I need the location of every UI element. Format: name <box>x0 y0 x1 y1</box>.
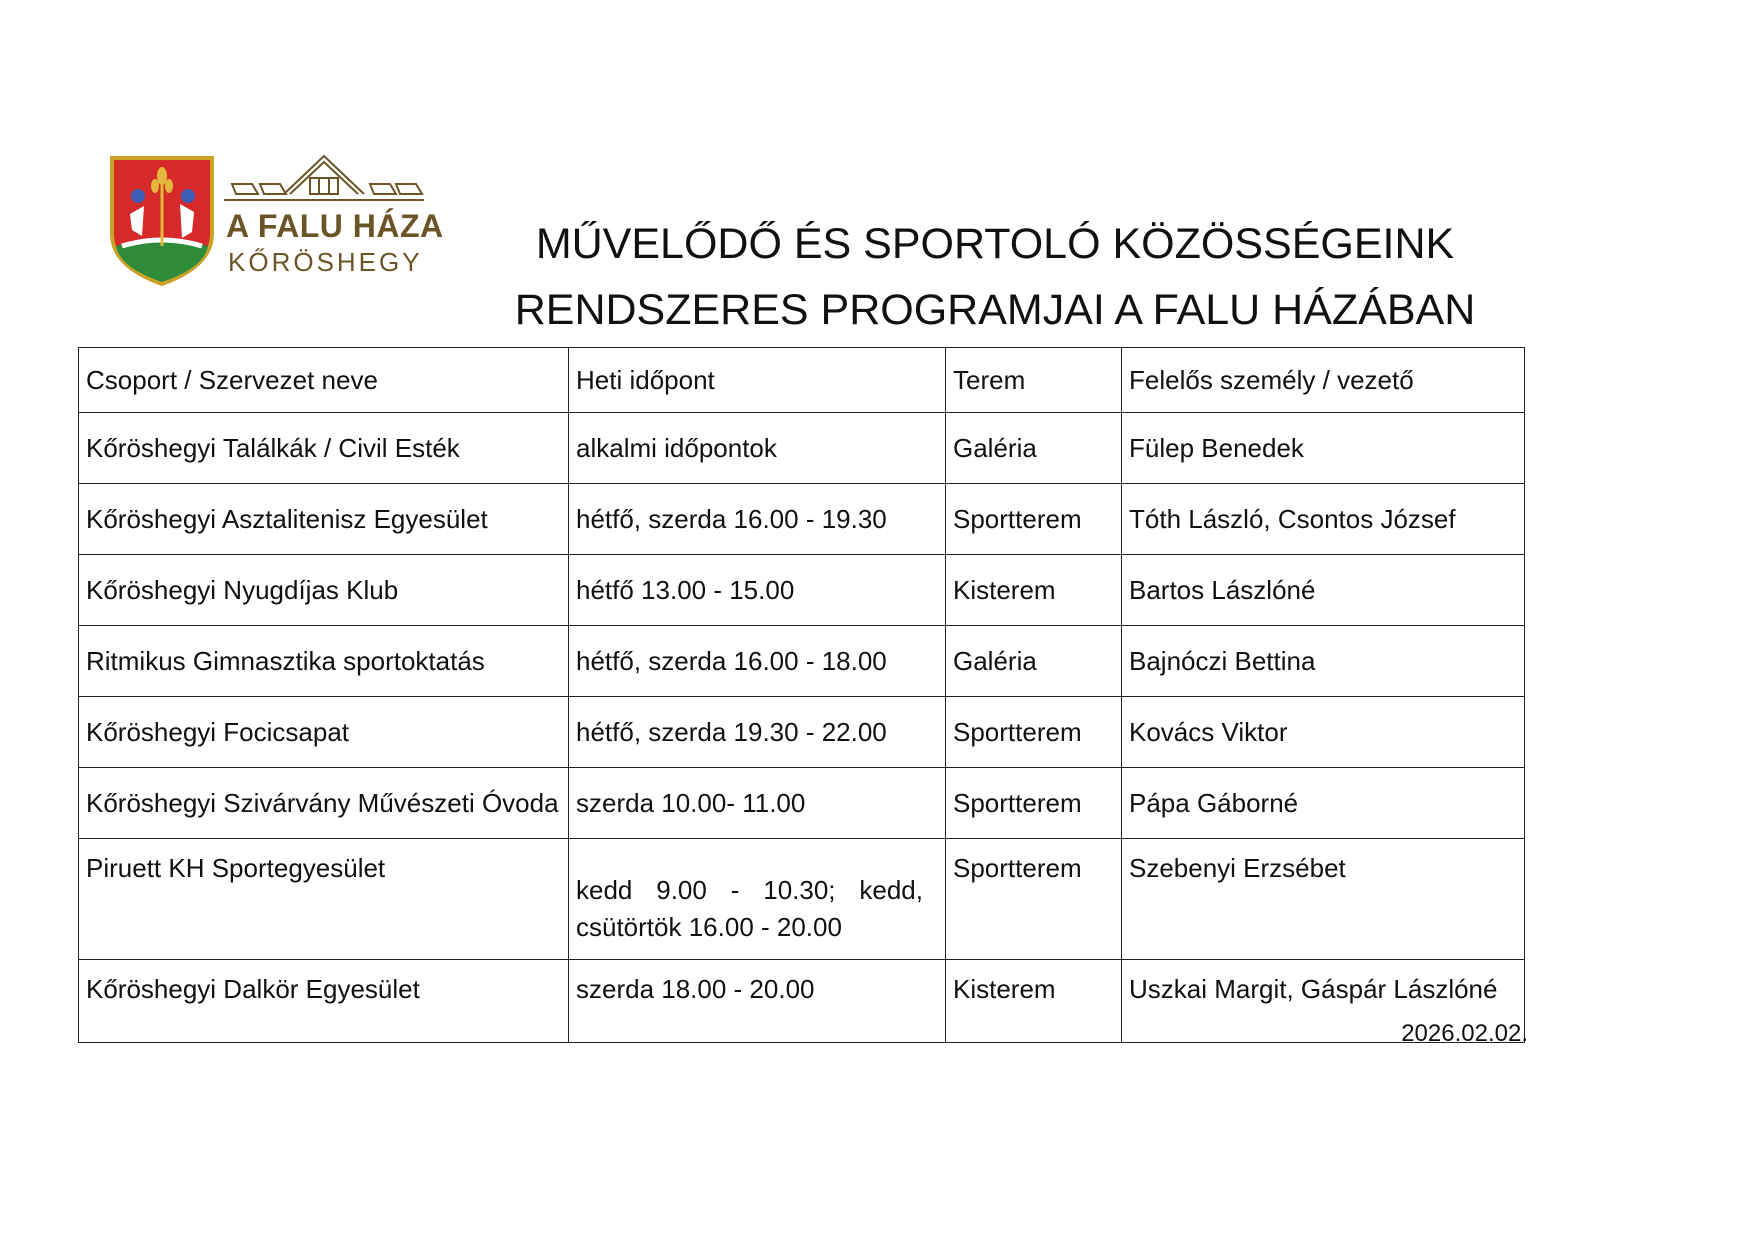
cell-group: Piruett KH Sportegyesület <box>79 839 569 960</box>
header-leader: Felelős személy / vezető <box>1122 348 1525 413</box>
cell-room: Galéria <box>946 413 1122 484</box>
cell-room: Sportterem <box>946 484 1122 555</box>
cell-time: kedd 9.00 - 10.30; kedd, csütörtök 16.00 - 20.00 <box>569 839 946 960</box>
cell-group: Kőröshegyi Focicsapat <box>79 697 569 768</box>
cell-leader: Pápa Gáborné <box>1122 768 1525 839</box>
cell-time: hétfő, szerda 16.00 - 19.30 <box>569 484 946 555</box>
cell-leader: Uszkai Margit, Gáspár Lászlóné <box>1122 960 1525 1043</box>
cell-group: Kőröshegyi Asztalitenisz Egyesület <box>79 484 569 555</box>
document-date: 2026.02.02. <box>1401 1020 1528 1047</box>
logo-title: A FALU HÁZA <box>226 208 444 244</box>
table-row <box>79 555 1525 626</box>
logo-subtitle: KŐRÖSHEGY <box>228 247 423 277</box>
cell-group: Kőröshegyi Nyugdíjas Klub <box>79 555 569 626</box>
cell-time: hétfő, szerda 16.00 - 18.00 <box>569 626 946 697</box>
table-header-row <box>79 348 1525 413</box>
cell-leader: Bajnóczi Bettina <box>1122 626 1525 697</box>
header-group: Csoport / Szervezet neve <box>79 348 569 413</box>
table-row <box>79 484 1525 555</box>
cell-leader: Fülep Benedek <box>1122 413 1525 484</box>
cell-group: Kőröshegyi Találkák / Civil Esték <box>79 413 569 484</box>
cell-room: Galéria <box>946 626 1122 697</box>
cell-room: Sportterem <box>946 768 1122 839</box>
cell-time: alkalmi időpontok <box>569 413 946 484</box>
table-row <box>79 839 1525 960</box>
cell-room: Sportterem <box>946 839 1122 960</box>
cell-room: Kisterem <box>946 960 1122 1043</box>
program-table <box>78 347 1525 1043</box>
cell-time: hétfő 13.00 - 15.00 <box>569 555 946 626</box>
logo <box>108 150 444 290</box>
table-row <box>79 960 1525 1043</box>
page-title-line1: MŰVELŐDŐ ÉS SPORTOLÓ KÖZÖSSÉGEINK <box>535 220 1455 268</box>
cell-time: hétfő, szerda 19.30 - 22.00 <box>569 697 946 768</box>
cell-room: Kisterem <box>946 555 1122 626</box>
header-room: Terem <box>946 348 1122 413</box>
cell-leader: Bartos Lászlóné <box>1122 555 1525 626</box>
cell-group: Ritmikus Gimnasztika sportoktatás <box>79 626 569 697</box>
cell-leader: Kovács Viktor <box>1122 697 1525 768</box>
table-row <box>79 768 1525 839</box>
page-title-line2: RENDSZERES PROGRAMJAI A FALU HÁZÁBAN <box>514 286 1476 334</box>
table-row <box>79 413 1525 484</box>
cell-time: szerda 18.00 - 20.00 <box>569 960 946 1043</box>
cell-group: Kőröshegyi Szivárvány Művészeti Óvoda <box>79 768 569 839</box>
village-house-icon <box>224 150 424 206</box>
coat-of-arms-icon <box>108 154 216 286</box>
cell-leader: Szebenyi Erzsébet <box>1122 839 1525 960</box>
cell-room: Sportterem <box>946 697 1122 768</box>
table-row <box>79 626 1525 697</box>
cell-leader: Tóth László, Csontos József <box>1122 484 1525 555</box>
table-row <box>79 697 1525 768</box>
header-time: Heti időpont <box>569 348 946 413</box>
cell-group: Kőröshegyi Dalkör Egyesület <box>79 960 569 1043</box>
cell-time: szerda 10.00- 11.00 <box>569 768 946 839</box>
